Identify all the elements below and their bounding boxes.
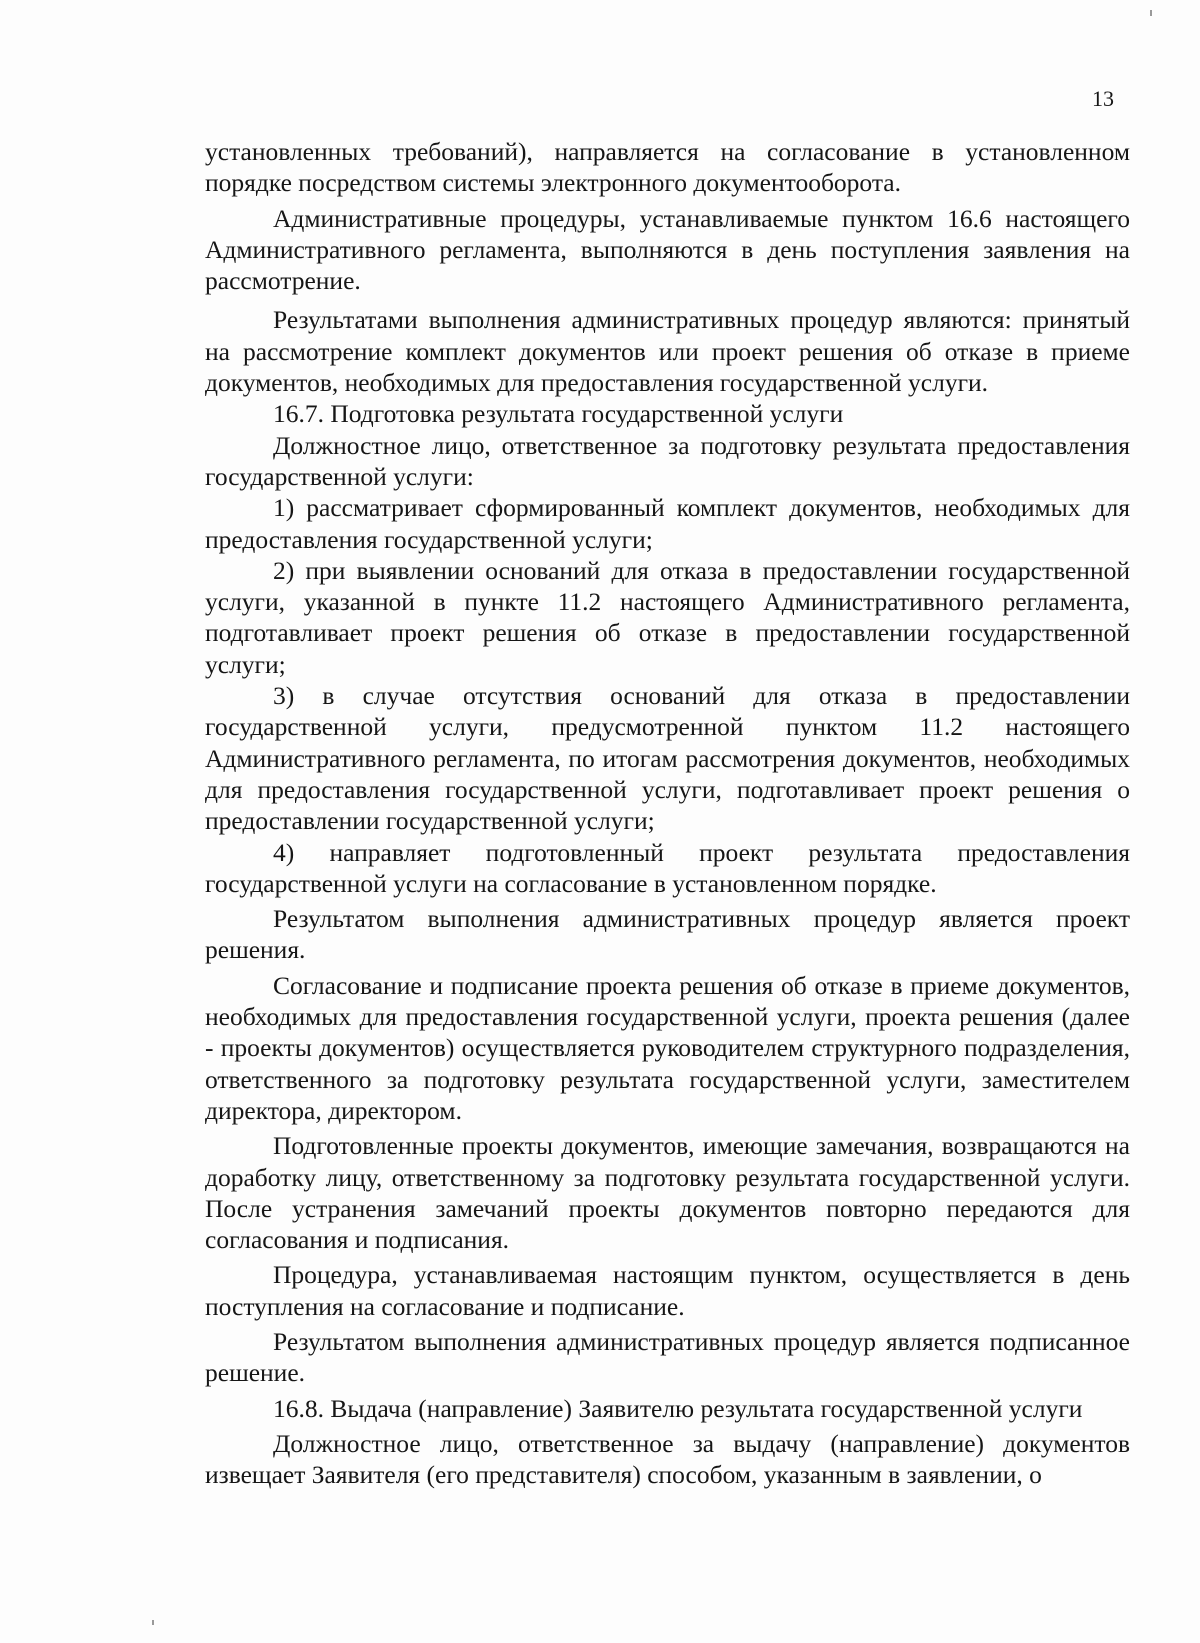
paragraph-official: Должностное лицо, ответственное за подготовку результата предоставления государственной услуги: bbox=[205, 430, 1130, 491]
section-heading-16-8: 16.8. Выдача (направление) Заявителю результата государственной услуги bbox=[273, 1393, 1083, 1423]
paragraph-notification: Должностное лицо, ответственное за выдачу (направление) документов извещает Заявителя (его представителя) способом, указанным в заявлении, о bbox=[205, 1428, 1130, 1490]
list-item-4: 4) направляет подготовленный проект результата предоставления государственной услуги на согласование в установленном порядке. bbox=[205, 837, 1130, 898]
scan-artifact-top bbox=[1150, 10, 1152, 16]
list-item-2: 2) при выявлении оснований для отказа в предоставлении государственной услуги, указанной в пункте 11.2 настоящего Административного регламента, подготавливает проект решения об отказе в предоставлении государственной услуги; bbox=[205, 555, 1130, 679]
paragraph-procedure: Процедура, устанавливаемая настоящим пунктом, осуществляется в день поступления на согласование и подписание. bbox=[205, 1260, 1130, 1321]
paragraph-signed-decision: Результатом выполнения административных процедур является подписанное решение. bbox=[205, 1326, 1130, 1388]
paragraph-results: Результатами выполнения административных процедур являются: принятый на рассмотрение комплект документов или проект решения об отказе в приеме документов, необходимых для предоставления государственной услуги. bbox=[205, 305, 1130, 398]
scan-artifact-bottom bbox=[152, 1620, 154, 1625]
section-heading-16-7: 16.7. Подготовка результата государственной услуги bbox=[273, 399, 844, 429]
list-item-1: 1) рассматривает сформированный комплект документов, необходимых для предоставления государственной услуги; bbox=[205, 493, 1130, 554]
paragraph-approval: Согласование и подписание проекта решения об отказе в приеме документов, необходимых для предоставления государственной услуги, проекта решения (далее - проекты документов) осуществляется руководителем структурного подразделения, ответственного за подготовку результата государственной услуги, заместителем директора, директором. bbox=[205, 970, 1130, 1125]
paragraph-result-project: Результатом выполнения административных процедур является проект решения. bbox=[205, 904, 1130, 965]
paragraph-continuation: установленных требований), направляется на согласование в установленном порядке посредством системы электронного документооборота. bbox=[205, 137, 1130, 198]
page-number: 13 bbox=[1092, 86, 1114, 111]
paragraph-revision: Подготовленные проекты документов, имеющие замечания, возвращаются на доработку лицу, ответственному за подготовку результата государственной услуги. После устранения замечаний проекты документов повторно передаются для согласования и подписания. bbox=[205, 1131, 1130, 1255]
list-item-3: 3) в случае отсутствия оснований для отказа в предоставлении государственной услуги, предусмотренной пунктом 11.2 настоящего Административного регламента, по итогам рассмотрения документов, необходимых для предоставления государственной услуги, подготавливает проект решения о предоставлении государственной услуги; bbox=[205, 681, 1130, 836]
paragraph-admin-procedures: Административные процедуры, устанавливаемые пунктом 16.6 настоящего Административного регламента, выполняются в день поступления заявления на рассмотрение. bbox=[205, 203, 1130, 296]
document-body bbox=[205, 136, 1130, 1490]
